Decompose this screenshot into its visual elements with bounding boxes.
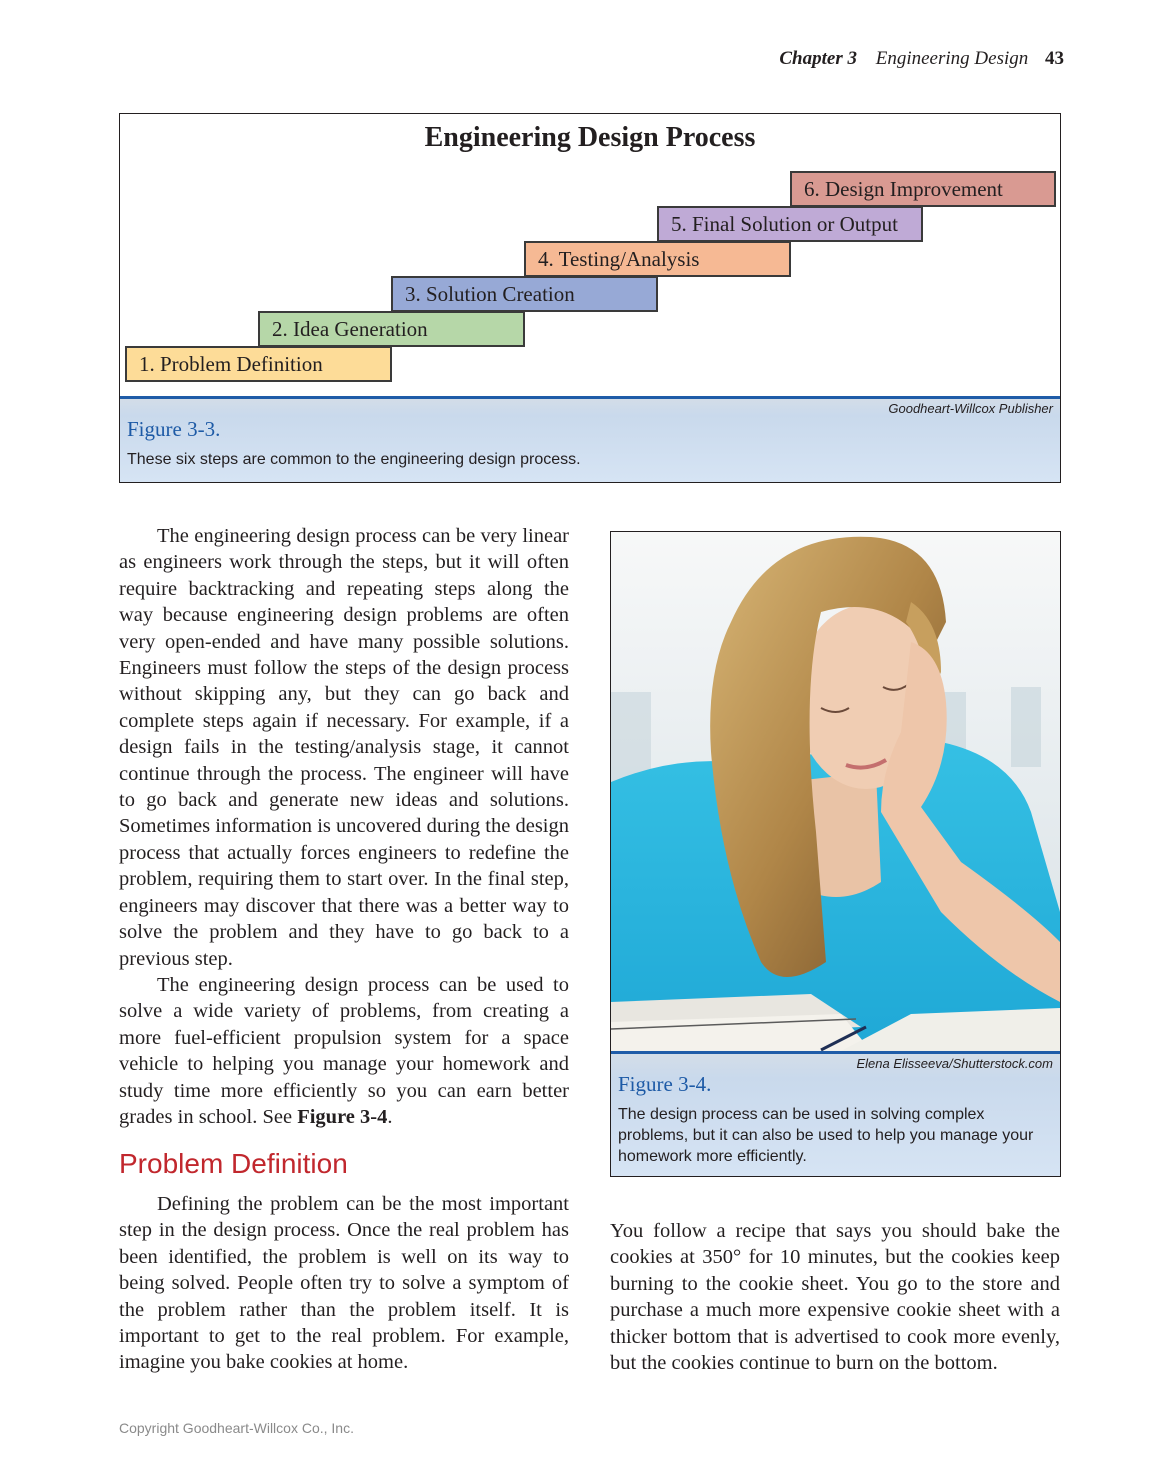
section-heading: Problem Definition <box>119 1148 348 1179</box>
right-column <box>610 1218 1060 1376</box>
caption-area <box>120 399 1060 482</box>
body-paragraph <box>119 972 569 1130</box>
running-head <box>779 48 1064 70</box>
photo-credit: Elena Elisseeva/Shutterstock.com <box>856 1056 1053 1071</box>
step-6-design-improvement: 6. Design Improvement <box>790 171 1056 207</box>
step-1-problem-definition: 1. Problem Definition <box>125 346 392 382</box>
caption-area <box>611 1054 1060 1176</box>
figure-3-3 <box>119 113 1061 483</box>
figure-caption: The design process can be used in solving complex problems, but it can also be used to help you manage your homework more efficiently. <box>618 1106 1034 1165</box>
copyright-footer: Copyright Goodheart-Willcox Co., Inc. <box>119 1420 354 1436</box>
figure-reference: Figure 3-4 <box>297 1105 388 1128</box>
chapter-label: Chapter 3 <box>779 48 857 69</box>
page-number: 43 <box>1045 48 1064 69</box>
figure-caption: These six steps are common to the engineering design process. <box>127 451 581 468</box>
body-text: The engineering design process can be used to solve a wide variety of problems, from creating a more fuel-efficient propulsion system for a space vehicle to helping you manage your homework and study time more efficiently so you can earn better grades in school. See <box>119 973 569 1128</box>
body-paragraph: Defining the problem can be the most important step in the design process. Once the real problem has been identified, the problem is well on its way to being solved. People often try to solve a symptom of the problem rather than the problem itself. It is important to get to the real problem. For example, imagine you bake cookies at home. <box>119 1193 569 1374</box>
chapter-title: Engineering Design <box>875 48 1029 69</box>
step-4-testing-analysis: 4. Testing/Analysis <box>524 241 791 277</box>
body-text: . <box>387 1105 393 1128</box>
figure-label: Figure 3-4. <box>618 1072 712 1096</box>
diagram-title: Engineering Design Process <box>424 122 756 153</box>
step-5-final-solution: 5. Final Solution or Output <box>657 206 923 242</box>
left-column-continued <box>119 1191 569 1376</box>
body-paragraph: You follow a recipe that says you should bake the cookies at 350° for 10 minutes, but the cookies keep burning to the cookie sheet. You go to the store and purchase a much more expensive cookie sheet with a thicker bottom that is advertised to cook more evenly, but the cookies continue to burn on the bottom. <box>610 1220 1060 1375</box>
figure-credit: Goodheart-Willcox Publisher <box>888 401 1053 416</box>
step-3-solution-creation: 3. Solution Creation <box>391 276 658 312</box>
body-paragraph: The engineering design process can be very linear as engineers work through the steps, but it will often require backtracking and repeating steps along the way because engineering design problems are often very open-ended and have many possible solutions. Engineers must follow the steps of the design process without skipping any, but they can go back and complete steps again if necessary. For example, if a design fails in the testing/analysis stage, it cannot continue through the process. The engineer will have to go back and generate new ideas and solutions. Sometimes information is uncovered during the design process that actually forces engineers to redefine the problem, requiring them to start over. In the final step, engineers may discover that there was a better way to solve the problem and they have to go back to a previous step. <box>119 525 569 970</box>
figure-3-4 <box>610 531 1061 1177</box>
figure-label: Figure 3-3. <box>127 417 221 441</box>
photo-illustration <box>611 532 1060 1051</box>
student-reading-photo <box>611 532 1060 1051</box>
step-2-idea-generation: 2. Idea Generation <box>258 311 525 347</box>
left-column <box>119 523 569 1130</box>
